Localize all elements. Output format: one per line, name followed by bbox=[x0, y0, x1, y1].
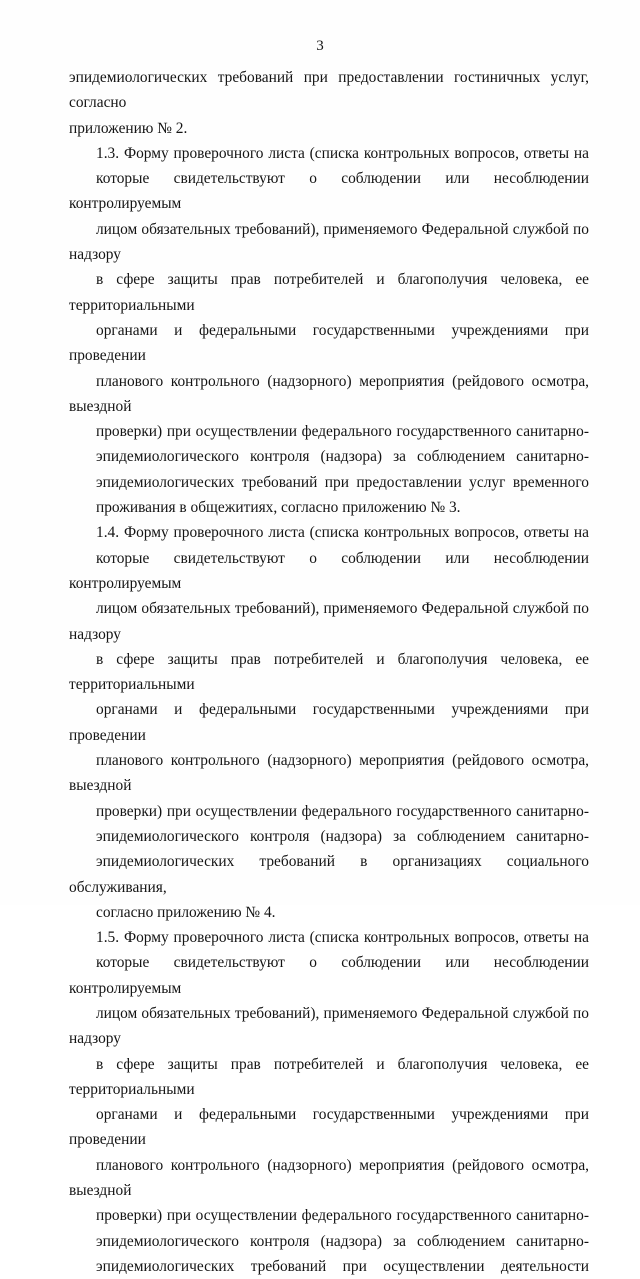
text-line: приложению № 2. bbox=[69, 119, 188, 137]
text-line: эпидемиологических требований при осуществлении деятельности bbox=[96, 1257, 589, 1275]
paragraph-1-3 bbox=[69, 141, 589, 520]
text-line: проверки) при осуществлении федерального государственного санитарно- bbox=[96, 1207, 589, 1225]
text-line: 1.4. Форму проверочного листа (списка контрольных вопросов, ответы на bbox=[96, 524, 589, 542]
text-line: проверки) при осуществлении федерального государственного санитарно- bbox=[96, 423, 589, 441]
document-body bbox=[69, 65, 589, 1279]
text-line: которые свидетельствуют о соблюдении или несоблюдении контролируемым bbox=[69, 170, 589, 213]
text-line: в сфере защиты прав потребителей и благополучия человека, ее территориальными bbox=[69, 1055, 589, 1098]
text-line: органами и федеральными государственными учреждениями при проведении bbox=[69, 321, 589, 365]
paragraph-continuation bbox=[69, 65, 589, 141]
text-line: лицом обязательных требований), применяемого Федеральной службой по надзору bbox=[69, 1004, 589, 1048]
paragraph-1-4 bbox=[69, 520, 589, 925]
page-number: 3 bbox=[316, 38, 324, 54]
text-line: эпидемиологического контроля (надзора) за соблюдением санитарно- bbox=[96, 827, 589, 845]
text-line: согласно приложению № 4. bbox=[96, 903, 276, 921]
text-line: планового контрольного (надзорного) мероприятия (рейдового осмотра, выездной bbox=[69, 752, 589, 795]
text-line: в сфере защиты прав потребителей и благополучия человека, ее территориальными bbox=[69, 271, 589, 314]
text-line: эпидемиологических требований при предоставлении услуг временного bbox=[96, 473, 589, 491]
text-line: органами и федеральными государственными учреждениями при проведении bbox=[69, 701, 589, 744]
text-line: лицом обязательных требований), применяемого Федеральной службой по надзору bbox=[69, 220, 589, 264]
text-line: проживания в общежитиях, согласно приложению № 3. bbox=[96, 499, 461, 517]
text-line: лицом обязательных требований), применяемого Федеральной службой по надзору bbox=[69, 600, 589, 643]
text-line: планового контрольного (надзорного) мероприятия (рейдового осмотра, выездной bbox=[69, 372, 589, 415]
text-line: 1.5. Форму проверочного листа (списка контрольных вопросов, ответы на bbox=[96, 929, 589, 947]
text-line: эпидемиологических требований при предоставлении гостиничных услуг, согласно bbox=[69, 69, 589, 112]
text-line: эпидемиологического контроля (надзора) за соблюдением санитарно- bbox=[96, 448, 589, 466]
paragraph-1-5 bbox=[69, 925, 589, 1279]
text-line: планового контрольного (надзорного) мероприятия (рейдового осмотра, выездной bbox=[69, 1156, 589, 1200]
text-line: проверки) при осуществлении федерального государственного санитарно- bbox=[96, 802, 589, 820]
text-line: 1.3. Форму проверочного листа (списка контрольных вопросов, ответы на bbox=[96, 144, 589, 162]
text-line: эпидемиологических требований в организациях социального обслуживания, bbox=[69, 853, 589, 896]
text-line: в сфере защиты прав потребителей и благополучия человека, ее территориальными bbox=[69, 650, 589, 694]
text-line: эпидемиологического контроля (надзора) за соблюдением санитарно- bbox=[96, 1232, 589, 1250]
text-line: которые свидетельствуют о соблюдении или несоблюдении контролируемым bbox=[69, 549, 589, 592]
text-line: которые свидетельствуют о соблюдении или несоблюдении контролируемым bbox=[69, 954, 589, 997]
text-line: органами и федеральными государственными учреждениями при проведении bbox=[69, 1106, 589, 1149]
